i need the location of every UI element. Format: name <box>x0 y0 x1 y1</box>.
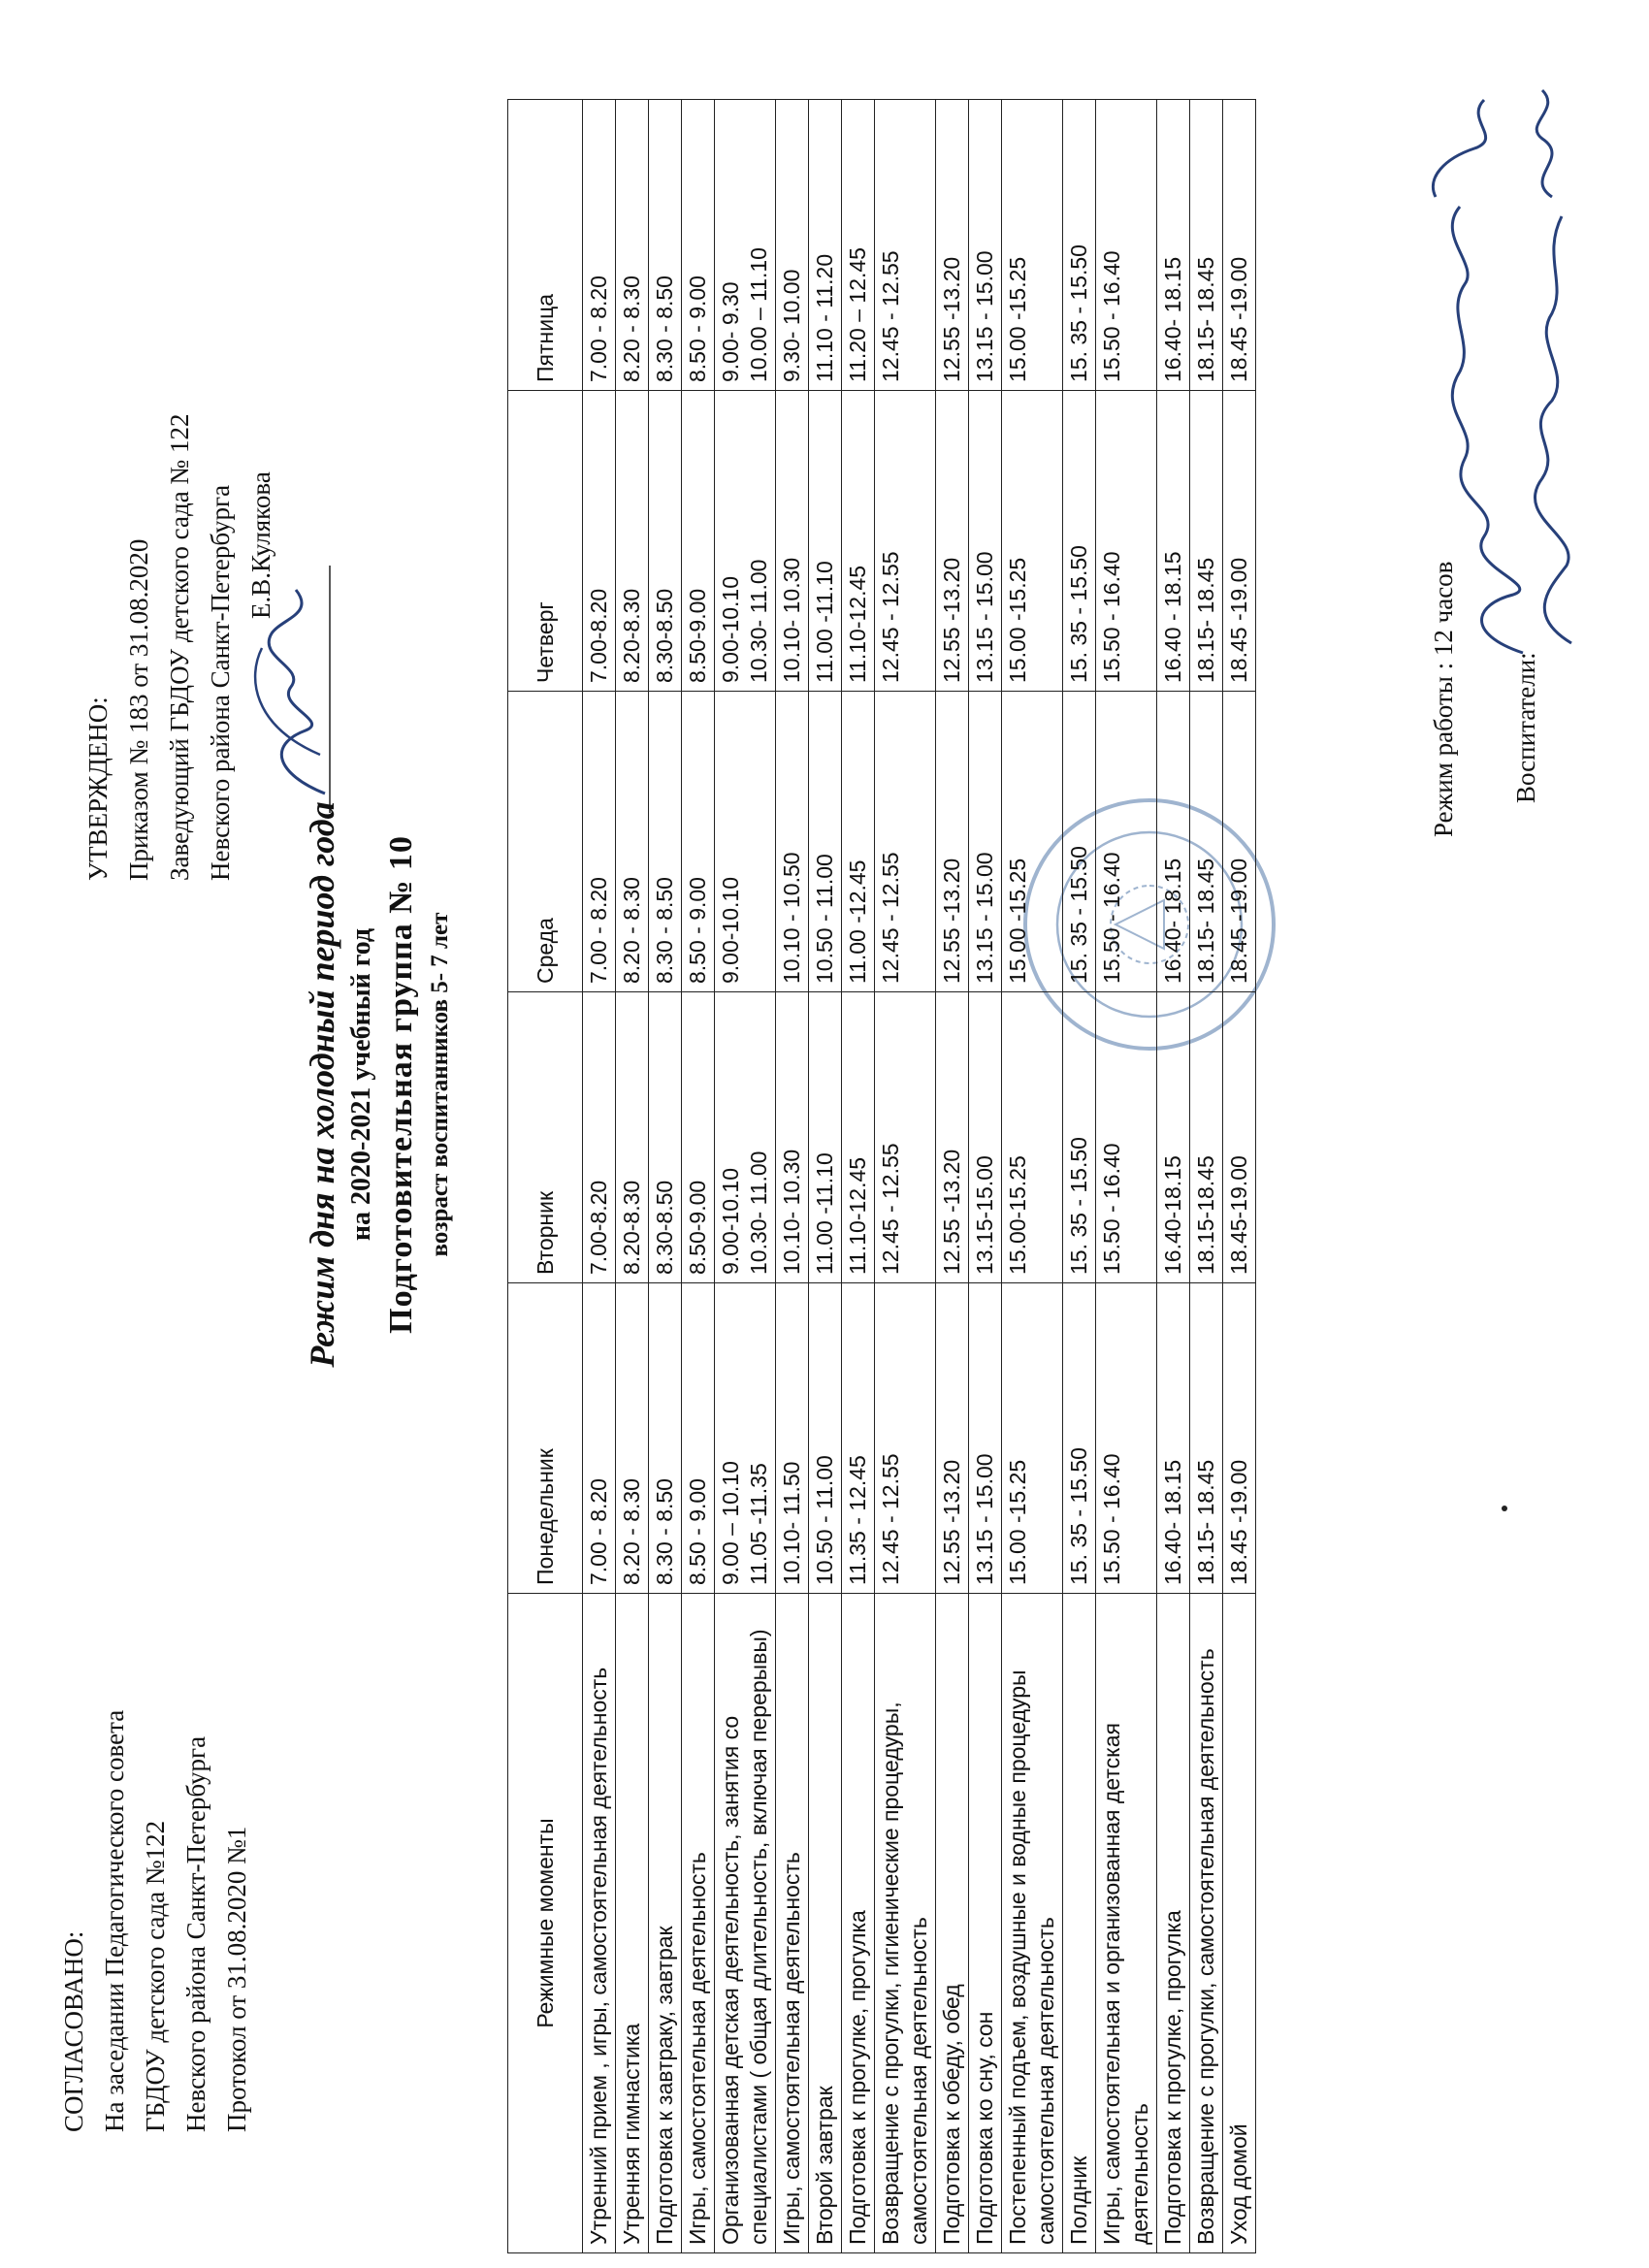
subtitle-year: на 2020-2021 учебный год <box>346 927 376 1242</box>
table-row <box>682 100 715 2253</box>
time-cell: 13.15 - 15.00 <box>969 692 1002 992</box>
column-header: Понедельник <box>508 1283 583 1594</box>
age-range: возраст воспитанников 5- 7 лет <box>427 912 453 1257</box>
time-cell: 13.15 - 15.00 <box>969 100 1002 391</box>
time-cell: 11.00 -11.10 <box>809 391 842 692</box>
column-header: Режимные моменты <box>508 1594 583 2253</box>
approval-right-line: Е.В.Кулякова <box>246 471 275 619</box>
title-line: Режим дня на холодный период года <box>303 801 341 1368</box>
approval-left-line: Невского района Санкт-Петербурга <box>181 1735 210 2132</box>
table-row <box>1157 100 1190 2253</box>
table-row <box>875 100 936 2253</box>
time-cell: 9.00- 9.30 10.00 – 11.10 <box>715 100 776 391</box>
time-cell: 16.40- 18.15 <box>1157 100 1190 391</box>
time-cell: 8.50-9.00 <box>682 992 715 1283</box>
time-cell: 7.00 - 8.20 <box>583 100 616 391</box>
table-row <box>1190 100 1223 2253</box>
time-cell: 15.50 - 16.40 <box>1096 992 1157 1283</box>
time-cell: 15.50 - 16.40 <box>1096 1283 1157 1594</box>
time-cell: 16.40- 18.15 <box>1157 1283 1190 1594</box>
document-title <box>301 745 458 1424</box>
time-cell: 7.00 - 8.20 <box>583 1283 616 1594</box>
activity-cell: Подготовка к прогулке, прогулка <box>842 1594 875 2253</box>
column-header: Среда <box>508 692 583 992</box>
table-row <box>842 100 875 2253</box>
educator-signatures <box>1406 81 1600 663</box>
activity-cell: Подготовка к прогулке, прогулка <box>1157 1594 1190 2253</box>
time-cell: 16.40 - 18.15 <box>1157 391 1190 692</box>
approval-left-line: ГБДОУ детского сада №122 <box>141 1820 170 2132</box>
activity-cell: Утренняя гимнастика <box>616 1594 649 2253</box>
table-row <box>1002 100 1063 2253</box>
activity-cell: Организованная детская деятельность, занятия со специалистами ( общая длительность, включая перерывы) <box>715 1594 776 2253</box>
time-cell: 9.00-10.10 <box>715 692 776 992</box>
activity-cell: Подготовка к завтраку, завтрак <box>649 1594 682 2253</box>
activity-cell: Второй завтрак <box>809 1594 842 2253</box>
time-cell: 11.20 – 12.45 <box>842 100 875 391</box>
table-row <box>1096 100 1157 2253</box>
schedule-table <box>507 99 1256 2253</box>
table-header-row <box>508 100 583 2253</box>
time-cell: 15.50 - 16.40 <box>1096 692 1157 992</box>
time-cell: 18.45 -19.00 <box>1223 692 1256 992</box>
column-header: Пятница <box>508 100 583 391</box>
approval-left-line: На заседании Педагогического совета <box>100 1709 129 2132</box>
time-cell: 8.50 - 9.00 <box>682 692 715 992</box>
stray-dot <box>1502 1506 1507 1511</box>
time-cell: 16.40- 18.15 <box>1157 692 1190 992</box>
time-cell: 18.45-19.00 <box>1223 992 1256 1283</box>
educators-label: Воспитатели: <box>1511 652 1540 803</box>
table-row <box>936 100 969 2253</box>
time-cell: 8.30 - 8.50 <box>649 100 682 391</box>
table-row <box>1063 100 1096 2253</box>
activity-cell: Полдник <box>1063 1594 1096 2253</box>
time-cell: 18.15- 18.45 <box>1190 391 1223 692</box>
time-cell: 8.30-8.50 <box>649 391 682 692</box>
column-header: Четверг <box>508 391 583 692</box>
activity-cell: Подготовка к обеду, обед <box>936 1594 969 2253</box>
time-cell: 18.45 -19.00 <box>1223 100 1256 391</box>
time-cell: 12.55 -13.20 <box>936 391 969 692</box>
time-cell: 12.55 -13.20 <box>936 692 969 992</box>
time-cell: 9.30- 10.00 <box>776 100 809 391</box>
table-row <box>776 100 809 2253</box>
time-cell: 12.45 - 12.55 <box>875 391 936 692</box>
time-cell: 8.50 - 9.00 <box>682 1283 715 1594</box>
activity-cell: Постепенный подъем, воздушные и водные процедуры самостоятельная деятельность <box>1002 1594 1063 2253</box>
table-row <box>809 100 842 2253</box>
activity-cell: Игры, самостоятельная и организованная детская деятельность <box>1096 1594 1157 2253</box>
time-cell: 10.50 - 11.00 <box>809 692 842 992</box>
time-cell: 11.00 -12.45 <box>842 692 875 992</box>
time-cell: 18.15- 18.45 <box>1190 692 1223 992</box>
table-row <box>1223 100 1256 2253</box>
time-cell: 10.10- 11.50 <box>776 1283 809 1594</box>
approval-right-line: Заведующий ГБДОУ детского сада № 122 <box>165 413 194 881</box>
work-mode: Режим работы : 12 часов <box>1429 561 1458 837</box>
approval-right-line: Приказом № 183 от 31.08.2020 <box>124 538 153 881</box>
time-cell: 18.15-18.45 <box>1190 992 1223 1283</box>
time-cell: 8.20 - 8.30 <box>616 100 649 391</box>
time-cell: 15.00 -15.25 <box>1002 100 1063 391</box>
activity-cell: Уход домой <box>1223 1594 1256 2253</box>
time-cell: 18.45 -19.00 <box>1223 1283 1256 1594</box>
time-cell: 13.15 - 15.00 <box>969 1283 1002 1594</box>
time-cell: 16.40-18.15 <box>1157 992 1190 1283</box>
time-cell: 13.15-15.00 <box>969 992 1002 1283</box>
activity-cell: Игры, самостоятельная деятельность <box>682 1594 715 2253</box>
time-cell: 10.50 - 11.00 <box>809 1283 842 1594</box>
time-cell: 15.00 -15.25 <box>1002 391 1063 692</box>
activity-cell: Игры, самостоятельная деятельность <box>776 1594 809 2253</box>
time-cell: 8.20-8.30 <box>616 992 649 1283</box>
time-cell: 15.50 - 16.40 <box>1096 391 1157 692</box>
time-cell: 8.30 - 8.50 <box>649 1283 682 1594</box>
time-cell: 12.55 -13.20 <box>936 1283 969 1594</box>
time-cell: 18.15- 18.45 <box>1190 1283 1223 1594</box>
time-cell: 8.30-8.50 <box>649 992 682 1283</box>
activity-cell: Возвращение с прогулки, самостоятельная деятельность <box>1190 1594 1223 2253</box>
table-row <box>583 100 616 2253</box>
time-cell: 10.10- 10.30 <box>776 992 809 1283</box>
time-cell: 15.00 -15.25 <box>1002 1283 1063 1594</box>
time-cell: 11.00 -11.10 <box>809 992 842 1283</box>
approval-left-line: Протокол от 31.08.2020 №1 <box>222 1826 251 2132</box>
time-cell: 12.45 - 12.55 <box>875 100 936 391</box>
time-cell: 18.15- 18.45 <box>1190 100 1223 391</box>
time-cell: 8.30 - 8.50 <box>649 692 682 992</box>
time-cell: 10.10- 10.30 <box>776 391 809 692</box>
time-cell: 15. 35 - 15.50 <box>1063 391 1096 692</box>
time-cell: 15. 35 - 15.50 <box>1063 692 1096 992</box>
time-cell: 8.50-9.00 <box>682 391 715 692</box>
schedule-table-body <box>583 100 1256 2253</box>
time-cell: 9.00-10.10 10.30- 11.00 <box>715 391 776 692</box>
table-row <box>616 100 649 2253</box>
activity-cell: Утренний прием , игры, самостоятельная деятельность <box>583 1594 616 2253</box>
time-cell: 11.10 - 11.20 <box>809 100 842 391</box>
time-cell: 7.00-8.20 <box>583 992 616 1283</box>
time-cell: 12.55 -13.20 <box>936 100 969 391</box>
time-cell: 9.00-10.10 10.30- 11.00 <box>715 992 776 1283</box>
column-header: Вторник <box>508 992 583 1283</box>
time-cell: 15. 35 - 15.50 <box>1063 1283 1096 1594</box>
time-cell: 11.10-12.45 <box>842 992 875 1283</box>
time-cell: 7.00 - 8.20 <box>583 692 616 992</box>
time-cell: 18.45 -19.00 <box>1223 391 1256 692</box>
activity-cell: Возвращение с прогулки, гигиенические процедуры, самостоятельная деятельность <box>875 1594 936 2253</box>
time-cell: 12.45 - 12.55 <box>875 1283 936 1594</box>
time-cell: 13.15 - 15.00 <box>969 391 1002 692</box>
time-cell: 10.10 - 10.50 <box>776 692 809 992</box>
time-cell: 8.20 - 8.30 <box>616 1283 649 1594</box>
table-row <box>715 100 776 2253</box>
approval-block-left <box>53 1710 257 2132</box>
time-cell: 12.55 -13.20 <box>936 992 969 1283</box>
time-cell: 15. 35 - 15.50 <box>1063 100 1096 391</box>
table-row <box>649 100 682 2253</box>
time-cell: 15. 35 - 15.50 <box>1063 992 1096 1283</box>
approval-right-line: УТВЕРЖДЕНО: <box>83 697 113 881</box>
time-cell: 8.50 - 9.00 <box>682 100 715 391</box>
table-row <box>969 100 1002 2253</box>
time-cell: 7.00-8.20 <box>583 391 616 692</box>
time-cell: 11.10-12.45 <box>842 391 875 692</box>
approval-left-line: СОГЛАСОВАНО: <box>59 1930 88 2132</box>
approval-right-line: Невского района Санкт-Петербурга <box>206 484 235 881</box>
time-cell: 15.00 -15.25 <box>1002 692 1063 992</box>
time-cell: 12.45 - 12.55 <box>875 692 936 992</box>
time-cell: 15.00-15.25 <box>1002 992 1063 1283</box>
time-cell: 8.20 - 8.30 <box>616 692 649 992</box>
activity-cell: Подготовка ко сну, сон <box>969 1594 1002 2253</box>
time-cell: 9.00 – 10.10 11.05 -11.35 <box>715 1283 776 1594</box>
time-cell: 11.35 - 12.45 <box>842 1283 875 1594</box>
time-cell: 8.20-8.30 <box>616 391 649 692</box>
time-cell: 15.50 - 16.40 <box>1096 100 1157 391</box>
time-cell: 12.45 - 12.55 <box>875 992 936 1283</box>
group-name: Подготовительная группа № 10 <box>383 835 419 1334</box>
